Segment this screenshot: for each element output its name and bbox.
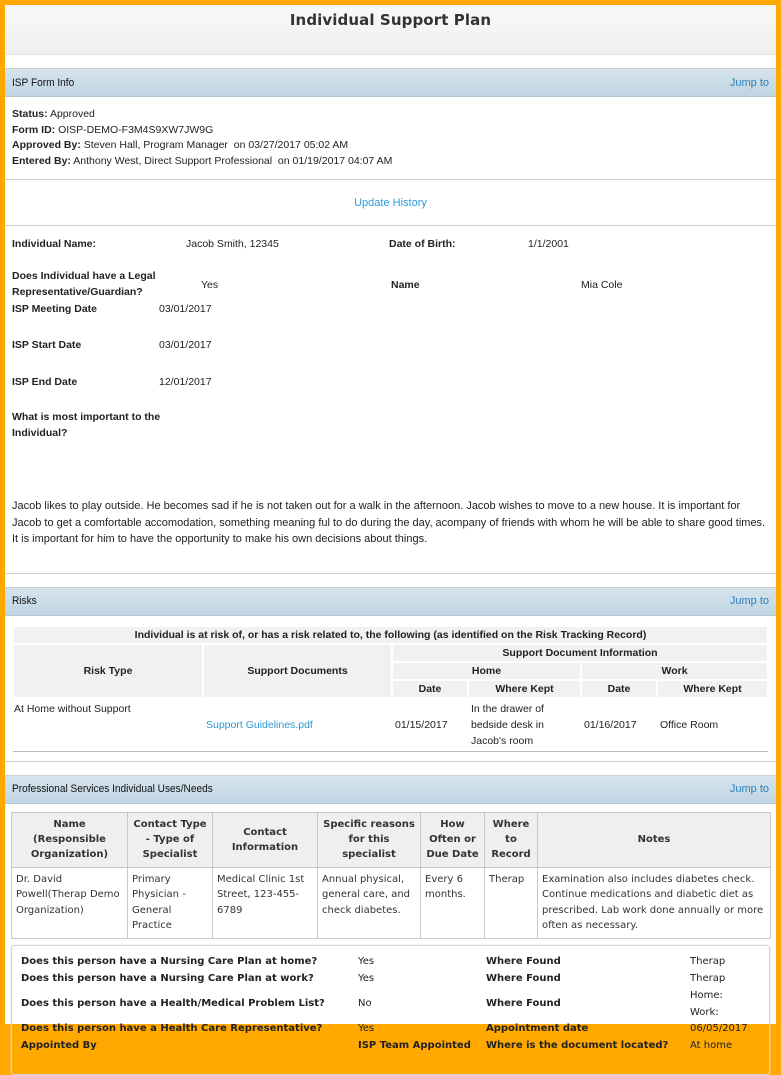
spacer (5, 616, 776, 625)
home-date-cell: 01/15/2017 (395, 718, 448, 731)
meeting-date-value: 03/01/2017 (159, 303, 212, 315)
approved-by-label: Approved By: (12, 139, 81, 151)
start-date-value: 03/01/2017 (159, 339, 212, 351)
approved-by-value: Steven Hall, Program Manager on 03/27/2017 05:02 AM (83, 139, 349, 151)
document-location-label: Where is the document located? (486, 1039, 669, 1051)
support-doc-link[interactable]: Support Guidelines.pdf (206, 718, 313, 731)
col-home-date: Date (392, 680, 468, 698)
col-home: Home (392, 662, 581, 680)
problem-list-work-value: Work: (690, 1006, 719, 1018)
section-header-risks (5, 588, 776, 616)
how-often-cell: Every 6 months. (421, 867, 485, 938)
col-reasons: Specific reasons for this specialist (318, 812, 421, 867)
col-where-record: Where to Record (485, 812, 538, 867)
form-id-line (12, 123, 769, 139)
entered-by-value: Anthony West, Direct Support Professional on 01/19/2017 04:07 AM (73, 154, 393, 167)
notes-cell: Examination also includes diabetes check. Continue medications and diabetic diet as prescribed. Lab work done annually or more often as necessary. (538, 867, 771, 938)
end-date-value: 12/01/2017 (159, 376, 212, 388)
appointment-date-label: Appointment date (486, 1022, 589, 1034)
work-date-cell: 01/16/2017 (584, 718, 637, 731)
where-record-cell: Therap (485, 867, 538, 938)
problem-list-where-label: Where Found (486, 997, 561, 1009)
col-contact-info: Contact Information (213, 812, 318, 867)
health-rep-answer: Yes (358, 1022, 375, 1034)
col-home-where: Where Kept (468, 680, 581, 698)
nursing-work-answer: Yes (358, 972, 375, 984)
dob-value: 1/1/2001 (528, 238, 569, 250)
nursing-home-answer: Yes (358, 955, 375, 967)
table-row (13, 698, 768, 752)
col-work: Work (581, 662, 768, 680)
support-doc-cell (203, 698, 392, 752)
update-history-link[interactable]: Update History (354, 196, 427, 209)
col-support-documents: Support Documents (203, 644, 392, 698)
page-title: Individual Support Plan (289, 11, 492, 29)
health-rep-question: Does this person have a Health Care Representative? (21, 1022, 323, 1034)
contact-info-cell: Medical Clinic 1st Street, 123-455-6789 (213, 867, 318, 938)
jump-to-link[interactable]: Jump to (729, 595, 769, 607)
individual-name-label: Individual Name: (12, 238, 97, 250)
individual-name-value: Jacob Smith, 12345 (186, 238, 279, 250)
spacer (5, 548, 776, 574)
appointed-by-value: ISP Team Appointed (358, 1039, 471, 1051)
col-work-date: Date (581, 680, 657, 698)
status-line (12, 107, 769, 123)
nursing-care-panel (11, 945, 770, 1075)
approved-by-line (12, 138, 769, 154)
table-row (12, 867, 771, 938)
page-frame (5, 5, 776, 1051)
col-work-where: Where Kept (657, 680, 768, 698)
spacer (5, 752, 776, 762)
update-history-row (5, 180, 776, 226)
legal-rep-label: Does Individual have a Legal Representative/Guardian? (12, 270, 156, 298)
appointed-by-label: Appointed By (21, 1039, 97, 1051)
spacer (5, 574, 776, 588)
nursing-home-where-value: Therap (690, 955, 726, 967)
problem-list-home-value: Home: (690, 989, 723, 1001)
important-text: Jacob likes to play outside. He becomes sad if he is not taken out for a walk in the afternoon. Jacob wishes to move to a new house. It is important for Jacob to get a comfortable accomodation, something meaning ful to do during the day, acompany of friends with whom he will be able to share good times. It is important for him to have the opportunity to make his own decisions about things. (12, 500, 766, 545)
col-how-often: How Often or Due Date (421, 812, 485, 867)
legal-rep-value: Yes (201, 279, 219, 291)
document-location-value: At home (690, 1039, 733, 1051)
reasons-cell: Annual physical, general care, and check diabetes. (318, 867, 421, 938)
spacer (5, 762, 776, 776)
nursing-home-question: Does this person have a Nursing Care Plan at home? (21, 955, 318, 967)
entered-by-label: Entered By: (12, 154, 71, 167)
individual-details (5, 226, 776, 498)
problem-list-question: Does this person have a Health/Medical Problem List? (21, 997, 325, 1009)
form-id-value: OISP-DEMO-F3M4S9XW7JW9G (58, 123, 214, 136)
entered-by-line (12, 154, 769, 170)
section-header-form-info (5, 69, 776, 97)
jump-to-link[interactable]: Jump to (729, 783, 769, 795)
home-where-cell: In the drawer of bedside desk in Jacob's room (471, 702, 544, 747)
nursing-work-where-label: Where Found (486, 972, 561, 984)
form-info-block (5, 97, 776, 179)
rep-name-value: Mia Cole (581, 279, 623, 291)
rep-name-label: Name (391, 279, 420, 291)
nursing-work-question: Does this person have a Nursing Care Plan at work? (21, 972, 314, 984)
spacer (5, 55, 776, 69)
dob-label: Date of Birth: (389, 238, 456, 250)
col-notes: Notes (538, 812, 771, 867)
form-id-label: Form ID: (12, 123, 56, 136)
col-contact-type: Contact Type - Type of Specialist (128, 812, 213, 867)
section-title: Risks (12, 595, 37, 607)
jump-to-link[interactable]: Jump to (729, 76, 769, 89)
col-risk-type: Risk Type (13, 644, 203, 698)
appointment-date-value: 06/05/2017 (690, 1022, 748, 1034)
work-where-cell: Office Room (660, 718, 719, 731)
status-label: Status: (12, 108, 48, 120)
end-date-label: ISP End Date (12, 376, 78, 388)
col-doc-info: Support Document Information (392, 644, 768, 662)
section-title: Professional Services Individual Uses/Needs (12, 783, 213, 795)
important-label: What is most important to the Individual? (12, 411, 161, 439)
nursing-work-where-value: Therap (690, 972, 726, 984)
section-title: ISP Form Info (12, 76, 75, 89)
problem-list-answer: No (358, 997, 372, 1009)
section-header-professional-services (5, 776, 776, 804)
col-name: Name (Responsible Organization) (12, 812, 128, 867)
risks-caption: Individual is at risk of, or has a risk related to, the following (as identified on the Risk Tracking Record) (13, 626, 768, 644)
page-header (5, 5, 776, 55)
meeting-date-label: ISP Meeting Date (12, 303, 97, 315)
services-table (11, 812, 771, 939)
start-date-label: ISP Start Date (12, 339, 82, 351)
nursing-home-where-label: Where Found (486, 955, 561, 967)
risk-type-cell: At Home without Support (14, 702, 131, 715)
spacer (5, 804, 776, 812)
name-cell: Dr. David Powell(Therap Demo Organization) (12, 867, 128, 938)
status-value: Approved (49, 108, 95, 120)
risks-table (12, 625, 769, 752)
contact-type-cell: Primary Physician - General Practice (128, 867, 213, 938)
